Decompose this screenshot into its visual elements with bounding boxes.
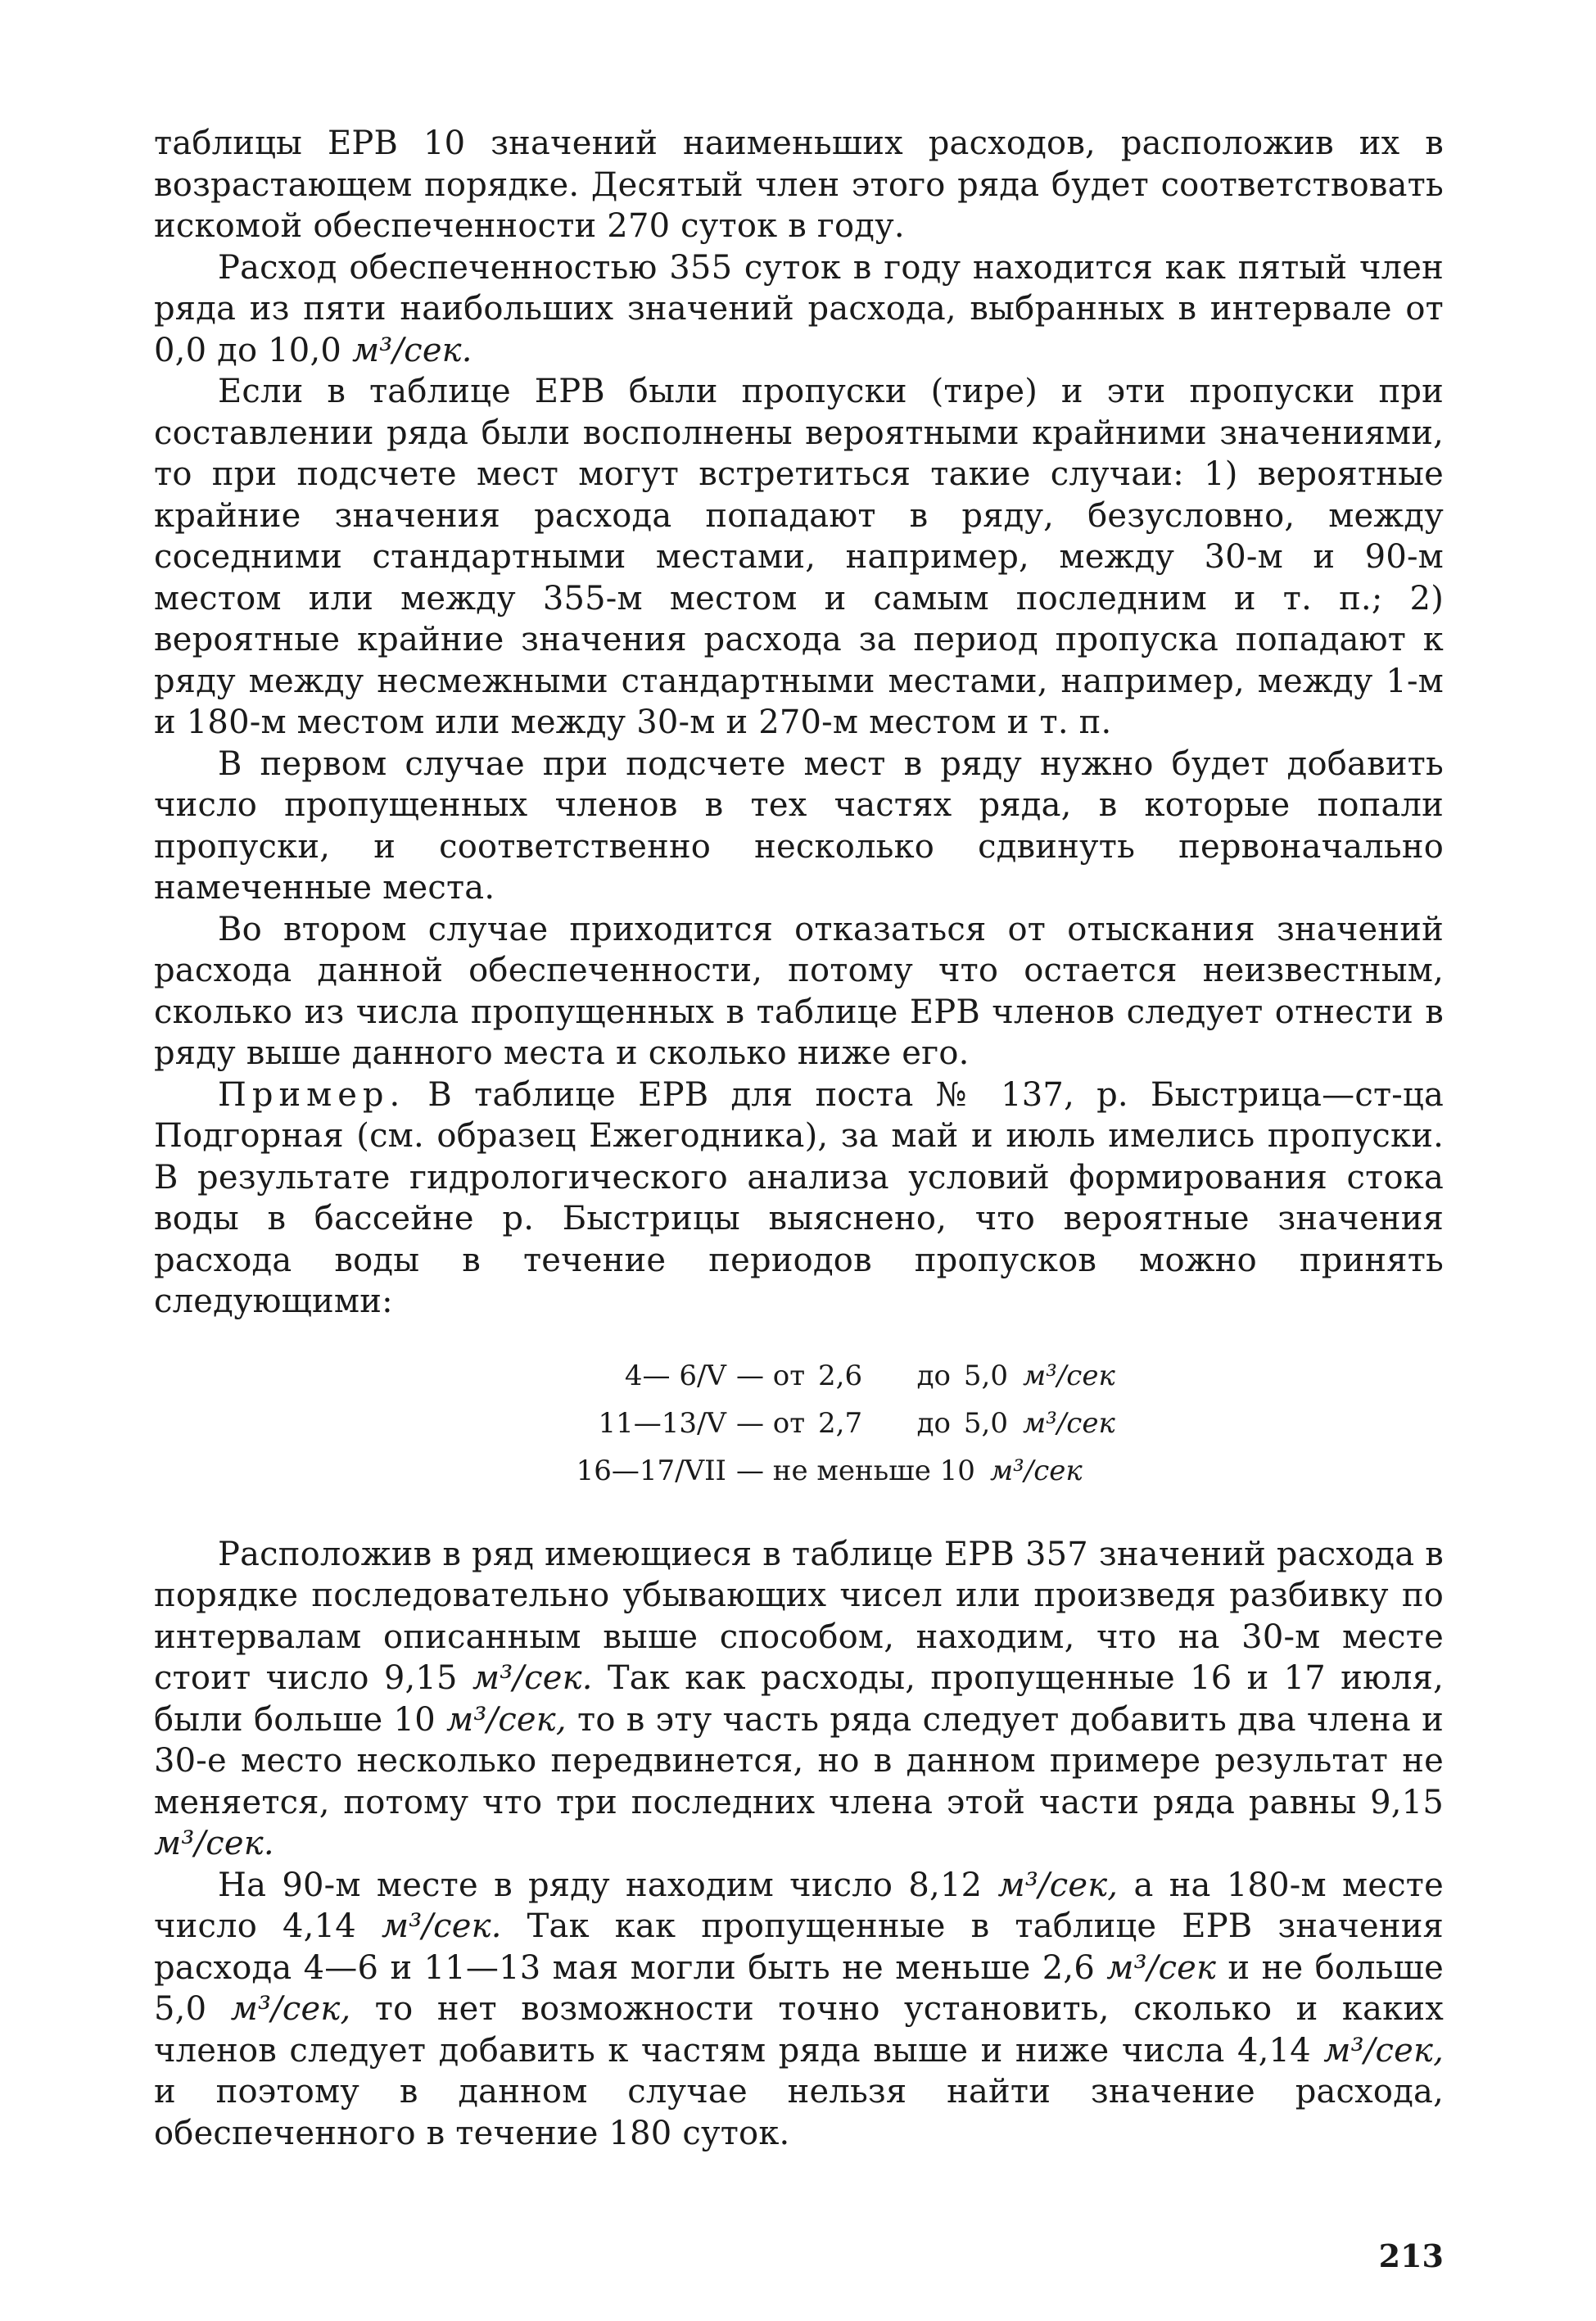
text-run: то в эту часть ряда следует добавить два члена и 30-е место несколько передвинется, но в данном примере результат не меняется, потому что три последних члена этой части ряда равны 9,15 bbox=[154, 1700, 1444, 1821]
formula-row bbox=[501, 1400, 1444, 1447]
paragraph-6-example bbox=[154, 1075, 1444, 1323]
formula-to: до bbox=[916, 1406, 951, 1440]
formula-period: 16—17/VII bbox=[576, 1454, 726, 1487]
unit-label: м³/сек, bbox=[446, 1700, 567, 1739]
formula-period: 11—13/V bbox=[598, 1406, 726, 1440]
example-label: Пример. bbox=[218, 1075, 406, 1114]
body-text-lower bbox=[154, 1534, 1444, 2155]
paragraph-2-text: Расход обеспеченностью 355 суток в году находится как пятый член ряда из пяти наибольших значений расхода, выбранных в интервале от 0,0 до 10,0 bbox=[154, 248, 1444, 369]
paragraph-2 bbox=[154, 247, 1444, 372]
discharge-values-list bbox=[154, 1352, 1444, 1495]
unit-label: м³/сек, bbox=[997, 1866, 1119, 1904]
formula-text: — не меньше 10 bbox=[736, 1454, 975, 1487]
formula-unit: м³/сек bbox=[1023, 1406, 1115, 1440]
example-text: В таблице ЕРВ для поста № 137, р. Быстрица—ст-ца Подгорная (см. образец Ежегодника), за май и июль имелись пропуски. В результате гидрологического анализа условий формирования стока воды в бассейне р. Быстрицы выяснено, что вероятные значения расхода воды в течение периодов пропусков можно принять следующими: bbox=[154, 1075, 1444, 1320]
paragraph-3: Если в таблице ЕРВ были пропуски (тире) и эти пропуски при составлении ряда были восполнены вероятными крайними значениями, то при подсчете мест могут встретиться такие случаи: 1) вероятные крайние значения расхода попадают в ряду, безусловно, между соседними стандартными местами, например, между 30-м и 90-м местом или между 355-м местом и самым последним и т. п.; 2) вероятные крайние значения расхода за период пропуска попадают к ряду между несмежными стандартными местами, например, между 1-м и 180-м местом или между 30-м и 270-м местом и т. п. bbox=[154, 373, 1444, 741]
unit-label: м³/сек. bbox=[381, 1907, 502, 1945]
paragraph-1: таблицы ЕРВ 10 значений наименьших расходов, расположив их в возрастающем порядке. Десятый член этого ряда будет соответствовать искомой обеспеченности 270 суток в году. bbox=[154, 124, 1444, 245]
unit-label: м³/сек. bbox=[472, 1659, 593, 1697]
unit-label: м³/сек bbox=[1106, 1948, 1217, 1987]
paragraph-4: В первом случае при подсчете мест в ряду нужно будет добавить число пропущенных членов в тех частях ряда, в которые попали пропуски, и соответственно несколько сдвинуть первоначально намеченные места. bbox=[154, 744, 1444, 907]
unit-label: м³/сек. bbox=[154, 1825, 274, 1862]
text-run: и не больше 5,0 bbox=[154, 1948, 1444, 2028]
text-run: и поэтому в данном случае нельзя найти значение расхода, обеспеченного в течение 180 суток. bbox=[154, 2073, 1444, 2152]
text-run: Так как расходы, пропущенные 16 и 17 июля, были больше 10 bbox=[154, 1659, 1444, 1739]
formula-row bbox=[501, 1447, 1444, 1495]
text-run: Так как пропущенные в таблице ЕРВ значения расхода 4—6 и 11—13 мая могли быть не меньше 2,6 bbox=[154, 1907, 1444, 1987]
paragraph-7 bbox=[154, 1534, 1444, 1865]
formula-dash: — от bbox=[736, 1359, 806, 1392]
body-text-upper bbox=[154, 123, 1444, 1323]
formula-unit: м³/сек bbox=[1023, 1359, 1115, 1392]
unit-label: м³/сек. bbox=[351, 331, 472, 369]
text-run: то нет возможности точно установить, сколько и каких членов следует добавить к частям ряда выше и ниже числа 4,14 bbox=[154, 1990, 1444, 2070]
text-run: Расположив в ряд имеющиеся в таблице ЕРВ 357 значений расхода в порядке последовательно убывающих чисел или произведя разбивку по интервалам описанным выше способом, находим, что на 30-м месте стоит число 9,15 bbox=[154, 1535, 1444, 1697]
paragraph-5: Во втором случае приходится отказаться от отыскания значений расхода данной обеспеченности, потому что остается неизвестным, сколько из числа пропущенных в таблице ЕРВ членов следует отнести в ряду выше данного места и сколько ниже его. bbox=[154, 910, 1444, 1072]
formula-low: 2,7 bbox=[818, 1406, 863, 1440]
formula-high: 5,0 bbox=[963, 1406, 1008, 1440]
unit-label: м³/сек, bbox=[1323, 2031, 1444, 2070]
formula-dash: — от bbox=[736, 1406, 806, 1440]
paragraph-8 bbox=[154, 1865, 1444, 2155]
formula-high: 5,0 bbox=[963, 1359, 1008, 1392]
formula-to: до bbox=[916, 1359, 951, 1392]
text-run: а на 180-м месте число 4,14 bbox=[154, 1866, 1444, 1945]
formula-row bbox=[501, 1352, 1444, 1400]
formula-unit: м³/сек bbox=[989, 1454, 1083, 1487]
page-number: 213 bbox=[1378, 2237, 1444, 2274]
formula-period: 4— 6/V bbox=[624, 1359, 726, 1392]
unit-label: м³/сек, bbox=[230, 1990, 351, 2028]
text-run: На 90-м месте в ряду находим число 8,12 bbox=[218, 1866, 998, 1904]
formula-low: 2,6 bbox=[818, 1359, 863, 1392]
document-page bbox=[154, 123, 1444, 2285]
